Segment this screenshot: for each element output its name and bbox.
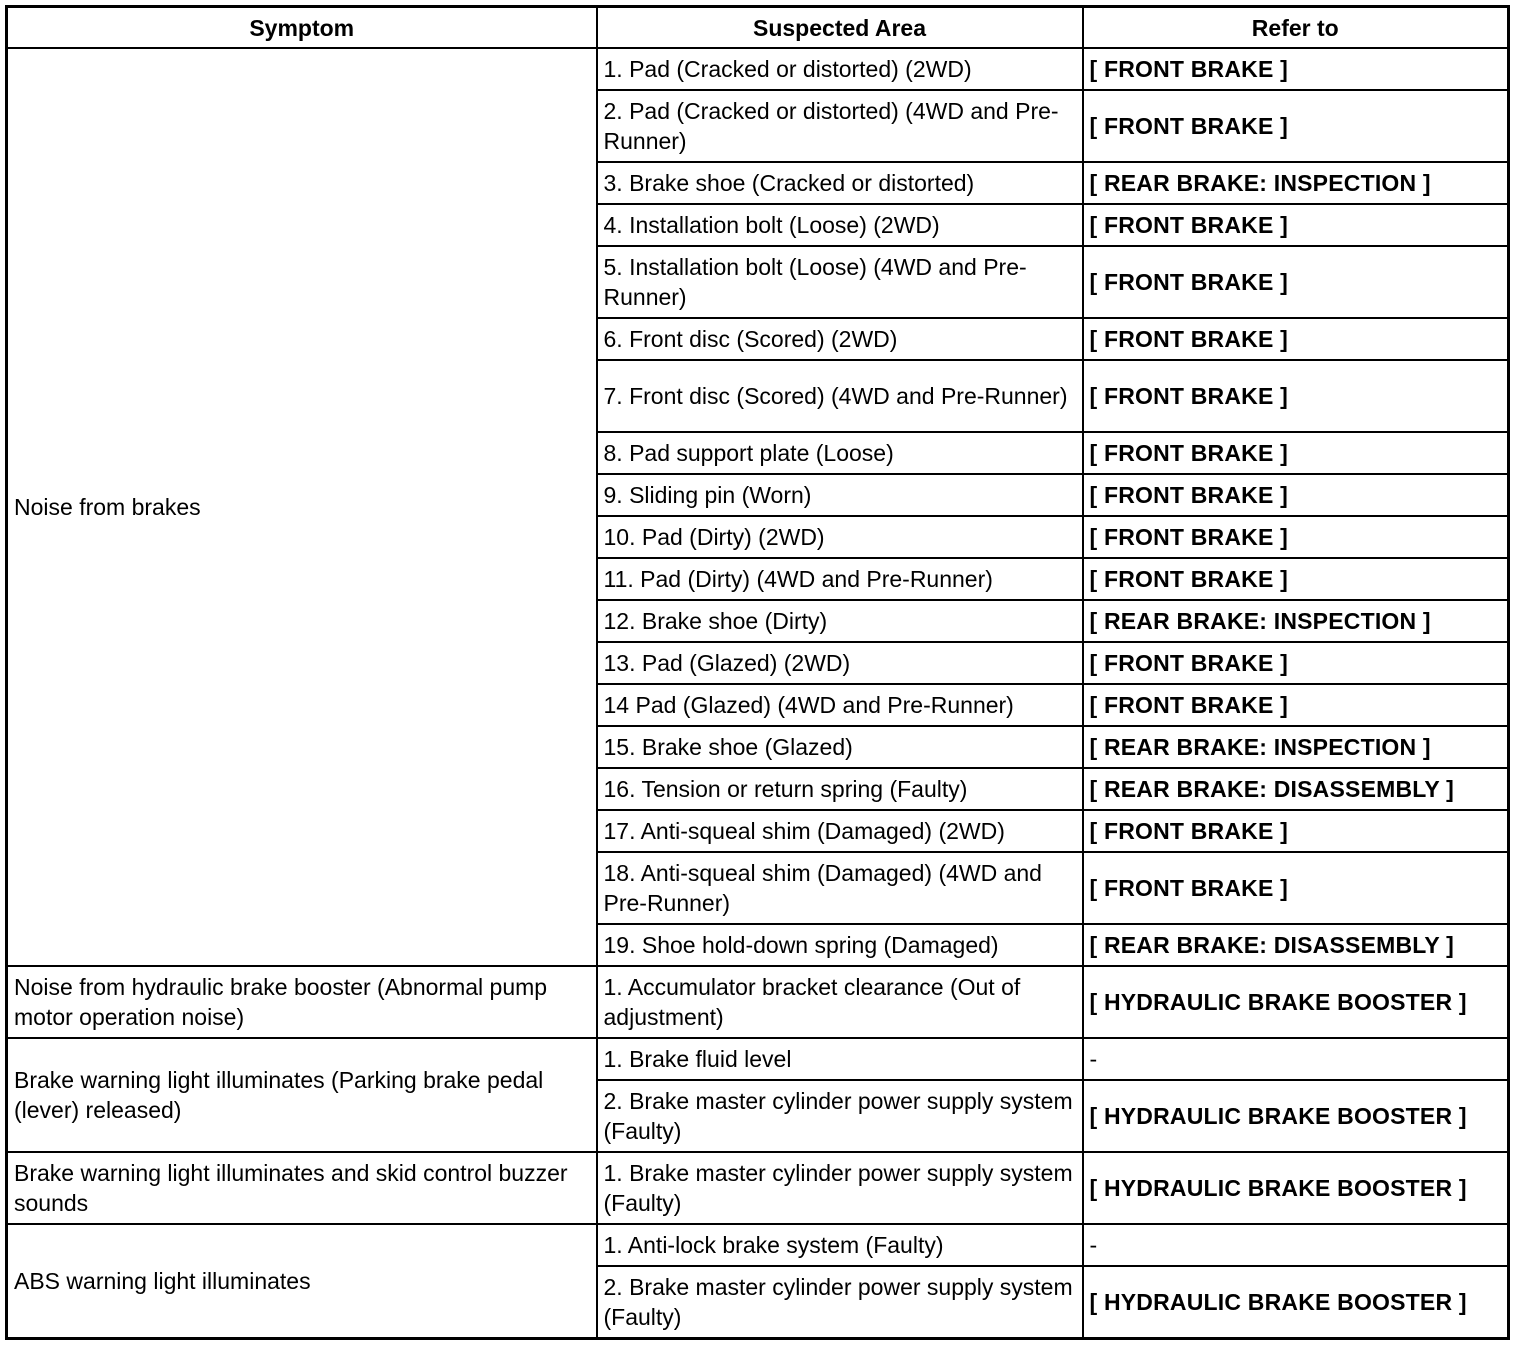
refer-to-cell: [ FRONT BRAKE ] <box>1083 852 1509 924</box>
symptom-cell: ABS warning light illuminates <box>7 1224 597 1339</box>
refer-to-cell: - <box>1083 1038 1509 1080</box>
suspected-area-cell: 1. Brake fluid level <box>597 1038 1083 1080</box>
symptom-cell: Brake warning light illuminates (Parking brake pedal (lever) released) <box>7 1038 597 1152</box>
suspected-area-cell: 5. Installation bolt (Loose) (4WD and Pre-Runner) <box>597 246 1083 318</box>
refer-to-cell: [ FRONT BRAKE ] <box>1083 810 1509 852</box>
suspected-area-cell: 6. Front disc (Scored) (2WD) <box>597 318 1083 360</box>
symptom-cell: Brake warning light illuminates and skid control buzzer sounds <box>7 1152 597 1224</box>
troubleshooting-table <box>5 5 1510 1340</box>
suspected-area-cell: 2. Brake master cylinder power supply system (Faulty) <box>597 1080 1083 1152</box>
suspected-area-cell: 1. Brake master cylinder power supply system (Faulty) <box>597 1152 1083 1224</box>
suspected-area-cell: 13. Pad (Glazed) (2WD) <box>597 642 1083 684</box>
suspected-area-cell: 12. Brake shoe (Dirty) <box>597 600 1083 642</box>
refer-to-cell: [ HYDRAULIC BRAKE BOOSTER ] <box>1083 1152 1509 1224</box>
refer-to-cell: [ FRONT BRAKE ] <box>1083 246 1509 318</box>
suspected-area-cell: 1. Accumulator bracket clearance (Out of adjustment) <box>597 966 1083 1038</box>
refer-to-cell: [ FRONT BRAKE ] <box>1083 642 1509 684</box>
table-row <box>7 1224 1509 1266</box>
refer-to-cell: [ FRONT BRAKE ] <box>1083 360 1509 432</box>
refer-to-cell: [ REAR BRAKE: INSPECTION ] <box>1083 162 1509 204</box>
refer-to-cell: [ HYDRAULIC BRAKE BOOSTER ] <box>1083 1266 1509 1339</box>
refer-to-cell: [ FRONT BRAKE ] <box>1083 474 1509 516</box>
suspected-area-cell: 2. Pad (Cracked or distorted) (4WD and Pre-Runner) <box>597 90 1083 162</box>
symptom-cell: Noise from hydraulic brake booster (Abnormal pump motor operation noise) <box>7 966 597 1038</box>
suspected-area-cell: 9. Sliding pin (Worn) <box>597 474 1083 516</box>
header-row <box>7 7 1509 49</box>
refer-to-cell: [ FRONT BRAKE ] <box>1083 318 1509 360</box>
suspected-area-cell: 4. Installation bolt (Loose) (2WD) <box>597 204 1083 246</box>
refer-to-cell: [ FRONT BRAKE ] <box>1083 432 1509 474</box>
refer-to-cell: [ HYDRAULIC BRAKE BOOSTER ] <box>1083 1080 1509 1152</box>
header-suspected-area: Suspected Area <box>597 7 1083 49</box>
suspected-area-cell: 14 Pad (Glazed) (4WD and Pre-Runner) <box>597 684 1083 726</box>
refer-to-cell: [ FRONT BRAKE ] <box>1083 90 1509 162</box>
refer-to-cell: [ HYDRAULIC BRAKE BOOSTER ] <box>1083 966 1509 1038</box>
refer-to-cell: [ FRONT BRAKE ] <box>1083 684 1509 726</box>
suspected-area-cell: 8. Pad support plate (Loose) <box>597 432 1083 474</box>
suspected-area-cell: 18. Anti-squeal shim (Damaged) (4WD and Pre-Runner) <box>597 852 1083 924</box>
refer-to-cell: [ FRONT BRAKE ] <box>1083 48 1509 90</box>
table-row <box>7 1038 1509 1080</box>
suspected-area-cell: 2. Brake master cylinder power supply system (Faulty) <box>597 1266 1083 1339</box>
suspected-area-cell: 11. Pad (Dirty) (4WD and Pre-Runner) <box>597 558 1083 600</box>
refer-to-cell: [ REAR BRAKE: INSPECTION ] <box>1083 726 1509 768</box>
suspected-area-cell: 1. Anti-lock brake system (Faulty) <box>597 1224 1083 1266</box>
suspected-area-cell: 1. Pad (Cracked or distorted) (2WD) <box>597 48 1083 90</box>
troubleshooting-table-container <box>5 5 1507 1340</box>
header-refer-to: Refer to <box>1083 7 1509 49</box>
suspected-area-cell: 15. Brake shoe (Glazed) <box>597 726 1083 768</box>
refer-to-cell: [ FRONT BRAKE ] <box>1083 204 1509 246</box>
refer-to-cell: [ FRONT BRAKE ] <box>1083 516 1509 558</box>
refer-to-cell: [ REAR BRAKE: DISASSEMBLY ] <box>1083 768 1509 810</box>
refer-to-cell: [ REAR BRAKE: INSPECTION ] <box>1083 600 1509 642</box>
suspected-area-cell: 7. Front disc (Scored) (4WD and Pre-Runner) <box>597 360 1083 432</box>
refer-to-cell: [ FRONT BRAKE ] <box>1083 558 1509 600</box>
suspected-area-cell: 16. Tension or return spring (Faulty) <box>597 768 1083 810</box>
suspected-area-cell: 10. Pad (Dirty) (2WD) <box>597 516 1083 558</box>
header-symptom: Symptom <box>7 7 597 49</box>
suspected-area-cell: 19. Shoe hold-down spring (Damaged) <box>597 924 1083 966</box>
refer-to-cell: [ REAR BRAKE: DISASSEMBLY ] <box>1083 924 1509 966</box>
refer-to-cell: - <box>1083 1224 1509 1266</box>
symptom-cell: Noise from brakes <box>7 48 597 966</box>
table-row <box>7 1152 1509 1224</box>
suspected-area-cell: 3. Brake shoe (Cracked or distorted) <box>597 162 1083 204</box>
table-row <box>7 966 1509 1038</box>
suspected-area-cell: 17. Anti-squeal shim (Damaged) (2WD) <box>597 810 1083 852</box>
table-row <box>7 48 1509 90</box>
